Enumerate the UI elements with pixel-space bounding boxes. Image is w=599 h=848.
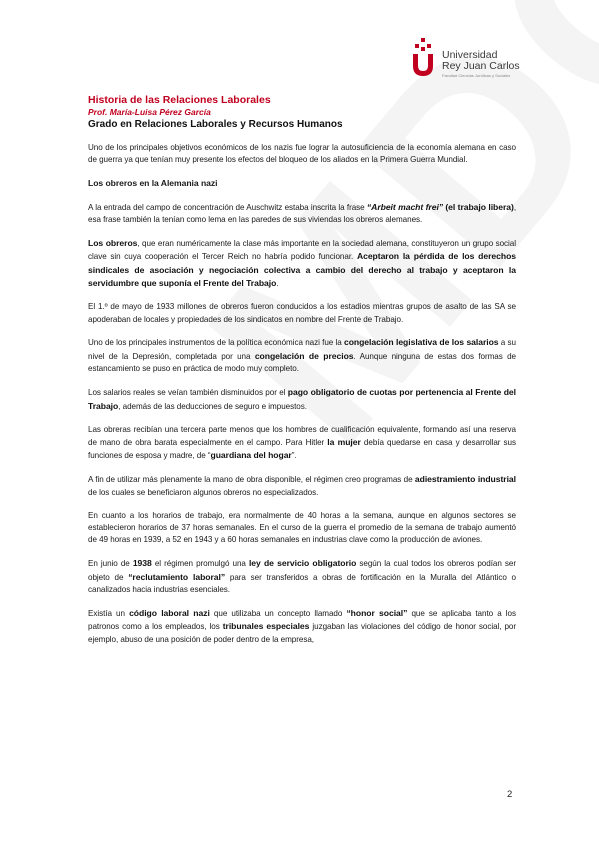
logo-faculty-label: Facultad Ciencias Jurídicas y Sociales [442, 73, 511, 78]
document-header [88, 94, 518, 132]
course-title: Historia de las Relaciones Laborales [88, 94, 271, 106]
paragraph-8: A fin de utilizar más plenamente la mano de obra disponible, el régimen creo programas de adiestramiento industrial de los cuales se beneficiaron algunos obreros no especializados. [88, 474, 516, 497]
paragraph-5: Uno de los principales instrumentos de la política económica nazi fue la congelación legislativa de los salarios a su nivel de la Depresión, completada por una congelación de precios. Aunque ninguna de estas dos formas de estancamiento se puso en práctica de modo muy completo. [88, 337, 516, 374]
section-title: Los obreros en la Alemania nazi [88, 178, 218, 189]
document-body [88, 142, 516, 657]
paragraph-7: Las obreras recibían una tercera parte menos que los hombres de cualificación equivalente, formando así una reserva de mano de obra barata especialmente en el campo. Para Hitler la mujer debía quedarse en casa y desarrollar sus funciones de esposa y madre, de “guardiana del hogar”. [88, 424, 516, 461]
paragraph-9: En cuanto a los horarios de trabajo, era normalmente de 40 horas a la semana, aunque en algunos sectores se establecieron horarios de 37 horas semanales. En el curso de la guerra el promedio de la semana de trabajo aumentó de 49 horas en 1939, a 52 en 1943 y a 60 horas semanales en industrias clave como la producción de aviones. [88, 510, 516, 545]
university-logo [410, 38, 530, 80]
degree-title: Grado en Relaciones Laborales y Recursos Humanos [88, 119, 343, 130]
logo-university-name: Rey Juan Carlos [442, 60, 520, 72]
paragraph-1: Uno de los principales objetivos económicos de los nazis fue lograr la autosuficiencia de la economía alemana en caso de guerra ya que tenían muy presente los efectos del bloqueo de los aliados en la Primera Guerra Mundial. [88, 143, 516, 165]
university-logo-icon [410, 38, 436, 78]
paragraph-3: Los obreros, que eran numéricamente la clase más importante en la sociedad alemana, constituyeron un grupo social clave sin cuya cooperación el Tercer Reich no habría podido funcionar. Aceptaron la pérdida de los derechos sindicales de asociación y negociación colectiva a cambio del derecho al trabajo y aceptaron la servidumbre que suponía el Frente del Trabajo. [88, 238, 516, 289]
professor-name: Prof. María-Luisa Pérez García [88, 107, 211, 117]
logo-university-label: Universidad [442, 49, 498, 61]
paragraph-2: A la entrada del campo de concentración de Auschwitz estaba inscrita la frase “Arbeit macht frei” (el trabajo libera), esa frase también la tenían como lema en las paredes de sus viviendas los obreros alemanes. [88, 201, 517, 225]
paragraph-11: Existía un código laboral nazi que utilizaba un concepto llamado “honor social” que se aplicaba tanto a los patronos como a los empleados, los tribunales especiales juzgaban las violaciones del código de honor social, por ejemplo, abuso de una posición de poder dentro de la empresa, [88, 607, 517, 644]
paragraph-6: Los salarios reales se veían también disminuidos por el pago obligatorio de cuotas por pertenencia al Frente del Trabajo, además de las deducciones de seguro e impuestos. [88, 387, 516, 411]
paragraph-4: El 1.º de mayo de 1933 millones de obreros fueron conducidos a los estadios mientras grupos de asalto de las SA se apoderaban de locales y propiedades de los sindicatos en nombre del Frente de Trabajo. [88, 302, 516, 324]
page-number: 2 [507, 789, 513, 800]
paragraph-10: En junio de 1938 el régimen promulgó una ley de servicio obligatorio según la cual todos los obreros podían ser objeto de “reclutamiento laboral” para ser transferidos a obras de fortificación en la Muralla del Atlántico o canalizados hacia industrias esenciales. [88, 558, 517, 595]
